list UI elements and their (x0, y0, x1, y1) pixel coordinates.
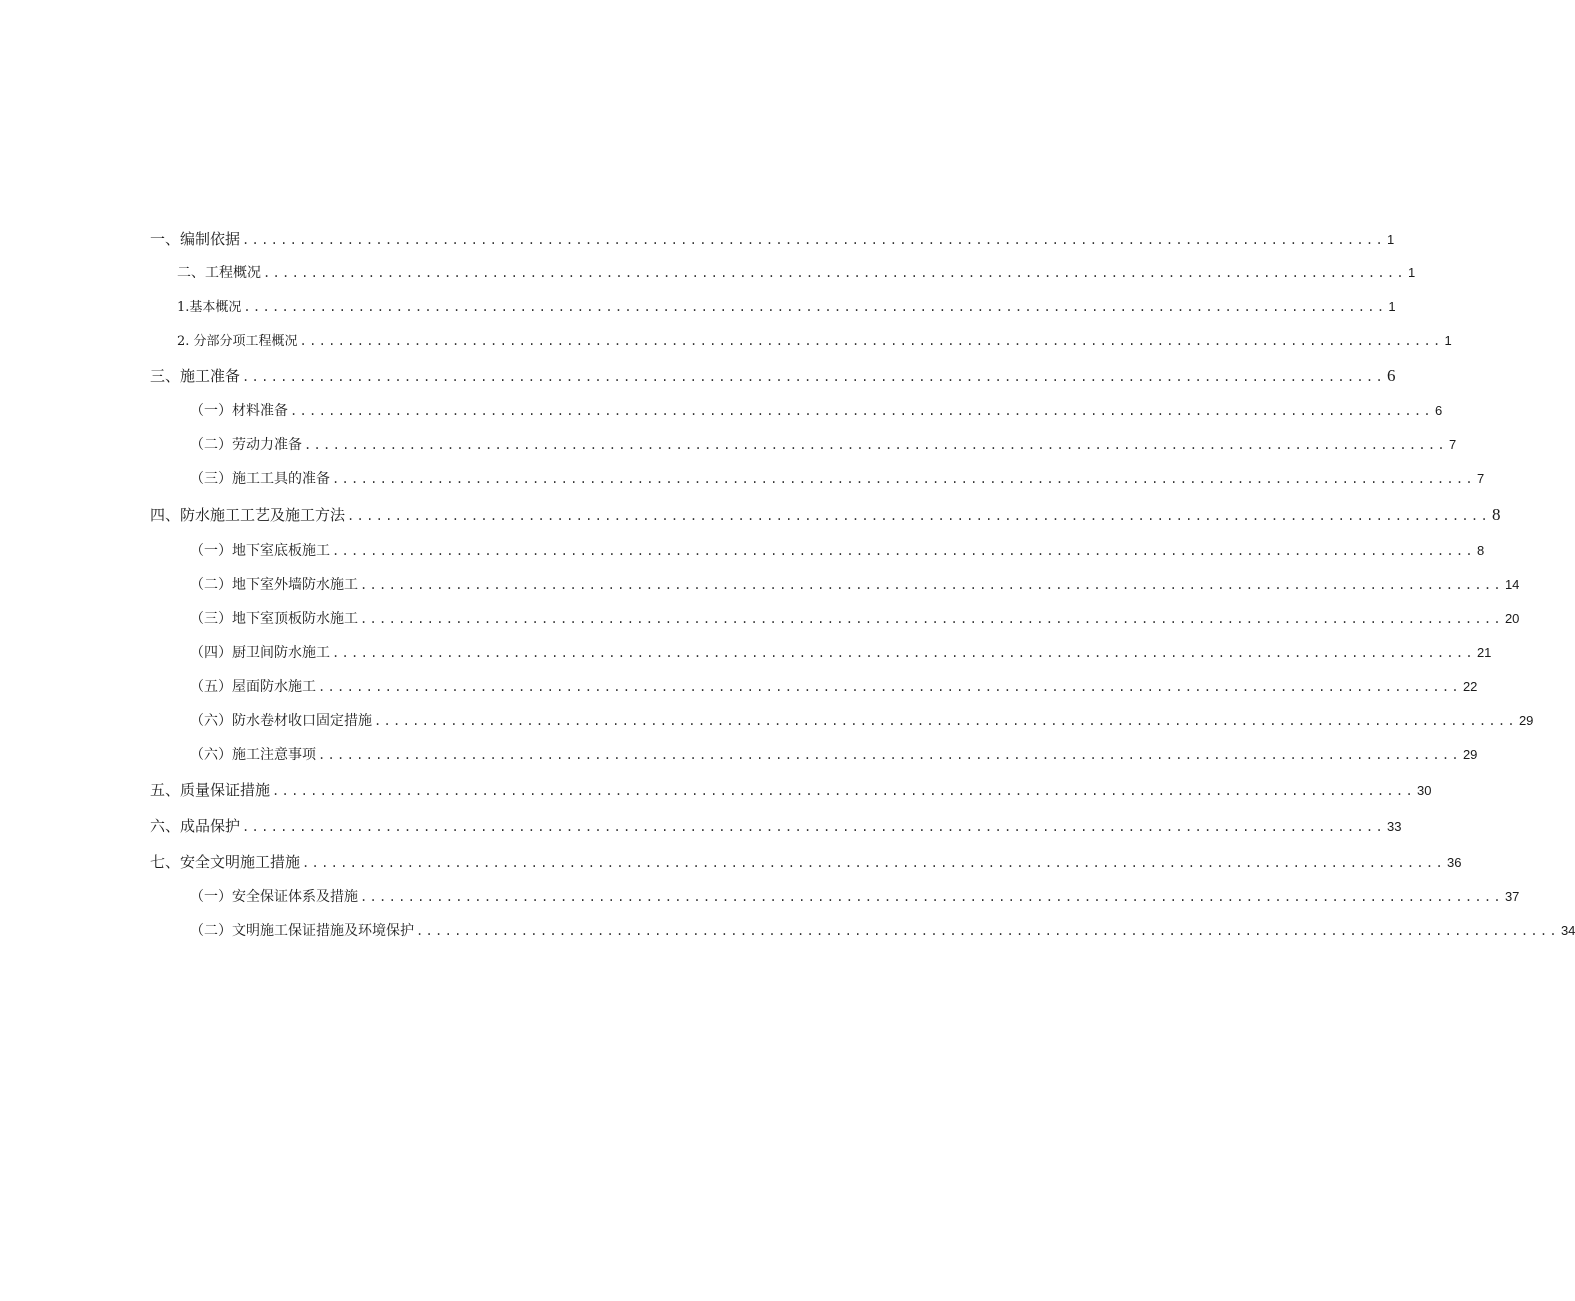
toc-entry-title: （二）地下室外墙防水施工 (190, 577, 358, 593)
toc-page-number: 21 (1476, 645, 1492, 660)
toc-dot-leader: ........................................................................................................................ (332, 646, 1475, 660)
toc-page-number: 14 (1504, 577, 1520, 592)
toc-page-number: 20 (1504, 611, 1520, 626)
toc-dot-leader: ........................................................................................................................ (347, 509, 1490, 523)
toc-entry[interactable] (177, 296, 1396, 318)
toc-dot-leader: ........................................................................................................................ (242, 233, 1385, 247)
toc-entry-title: （四）厨卫间防水施工 (190, 645, 330, 661)
toc-entry[interactable] (190, 574, 1520, 596)
toc-dot-leader: ........................................................................................................................ (290, 404, 1433, 418)
toc-page-number: 29 (1518, 713, 1534, 728)
toc-dot-leader: ........................................................................................................................ (263, 266, 1406, 280)
toc-entry[interactable] (190, 920, 1575, 942)
toc-dot-leader: ........................................................................................................................ (416, 924, 1559, 938)
toc-page-number: 7 (1476, 471, 1485, 486)
toc-entry[interactable] (150, 365, 1396, 387)
toc-dot-leader: ........................................................................................................................ (360, 578, 1503, 592)
toc-entry-title: （三）施工工具的准备 (190, 471, 330, 487)
toc-entry-title: （五）屋面防水施工 (190, 679, 316, 695)
toc-dot-leader: ........................................................................................................................ (332, 544, 1475, 558)
toc-page-number: 1 (1407, 265, 1416, 280)
toc-entry-title: （二）文明施工保证措施及环境保护 (190, 923, 414, 939)
toc-dot-leader: ........................................................................................................................ (243, 300, 1387, 314)
toc-entry-title: 六、成品保护 (150, 817, 241, 835)
toc-dot-leader: ........................................................................................................................ (360, 890, 1503, 904)
toc-dot-leader: ........................................................................................................................ (318, 680, 1461, 694)
toc-dot-leader: ........................................................................................................................ (304, 438, 1447, 452)
toc-page-number: 36 (1446, 855, 1462, 870)
toc-page-number: 37 (1504, 889, 1520, 904)
toc-dot-leader: ........................................................................................................................ (242, 370, 1385, 384)
toc-page-number: 22 (1462, 679, 1478, 694)
toc-page-number: 8 (1491, 505, 1501, 524)
toc-entry[interactable] (190, 710, 1534, 732)
toc-dot-leader: ........................................................................................................................ (299, 334, 1443, 348)
toc-entry[interactable] (190, 468, 1485, 490)
toc-entry[interactable] (190, 540, 1485, 562)
toc-entry[interactable] (177, 262, 1416, 284)
toc-page-number: 34 (1560, 923, 1575, 938)
toc-entry[interactable] (150, 228, 1395, 250)
toc-entry-title: （一）材料准备 (190, 403, 288, 419)
toc-entry-title: 二、工程概况 (177, 265, 261, 281)
toc-dot-leader: ........................................................................................................................ (242, 820, 1385, 834)
toc-entry[interactable] (177, 330, 1452, 352)
toc-entry-title: （六）施工注意事项 (190, 747, 316, 763)
toc-entry[interactable] (150, 815, 1402, 837)
toc-entry-title: （六）防水卷材收口固定措施 (190, 713, 372, 729)
toc-dot-leader: ........................................................................................................................ (318, 748, 1461, 762)
toc-dot-leader: ........................................................................................................................ (360, 612, 1503, 626)
toc-page-number: 8 (1476, 543, 1485, 558)
toc-entry-title: 四、防水施工工艺及施工方法 (150, 506, 346, 524)
toc-entry[interactable] (190, 676, 1478, 698)
toc-page-number: 29 (1462, 747, 1478, 762)
toc-page-number: 1 (1386, 232, 1395, 247)
toc-dot-leader: ........................................................................................................................ (332, 472, 1475, 486)
toc-entry[interactable] (150, 851, 1462, 873)
toc-entry-title: 2. 分部分项工程概况 (177, 334, 298, 349)
toc-entry[interactable] (190, 608, 1520, 630)
toc-entry-title: 1.基本概况 (177, 300, 242, 315)
toc-entry[interactable] (190, 642, 1492, 664)
toc-page-number: 6 (1386, 366, 1396, 385)
toc-entry[interactable] (190, 744, 1478, 766)
toc-entry[interactable] (150, 779, 1432, 801)
toc-page-number: 30 (1416, 783, 1432, 798)
toc-entry-title: 五、质量保证措施 (150, 781, 271, 799)
toc-entry-title: （一）安全保证体系及措施 (190, 889, 358, 905)
toc-entry[interactable] (190, 886, 1520, 908)
toc-entry-title: 七、安全文明施工措施 (150, 853, 301, 871)
toc-page-number: 7 (1448, 437, 1457, 452)
toc-entry-title: （一）地下室底板施工 (190, 543, 330, 559)
toc-dot-leader: ........................................................................................................................ (374, 714, 1517, 728)
toc-page-number: 33 (1386, 819, 1402, 834)
toc-page-number: 6 (1434, 403, 1443, 418)
toc-page-number: 1 (1444, 333, 1452, 348)
toc-entry[interactable] (190, 434, 1457, 456)
toc-entry[interactable] (150, 504, 1501, 526)
toc-entry-title: （二）劳动力准备 (190, 437, 302, 453)
toc-dot-leader: ........................................................................................................................ (272, 784, 1415, 798)
toc-dot-leader: ........................................................................................................................ (302, 856, 1445, 870)
toc-entry[interactable] (190, 400, 1443, 422)
toc-entry-title: 三、施工准备 (150, 367, 241, 385)
toc-entry-title: （三）地下室顶板防水施工 (190, 611, 358, 627)
toc-page-number: 1 (1388, 299, 1396, 314)
toc-entry-title: 一、编制依据 (150, 230, 241, 248)
